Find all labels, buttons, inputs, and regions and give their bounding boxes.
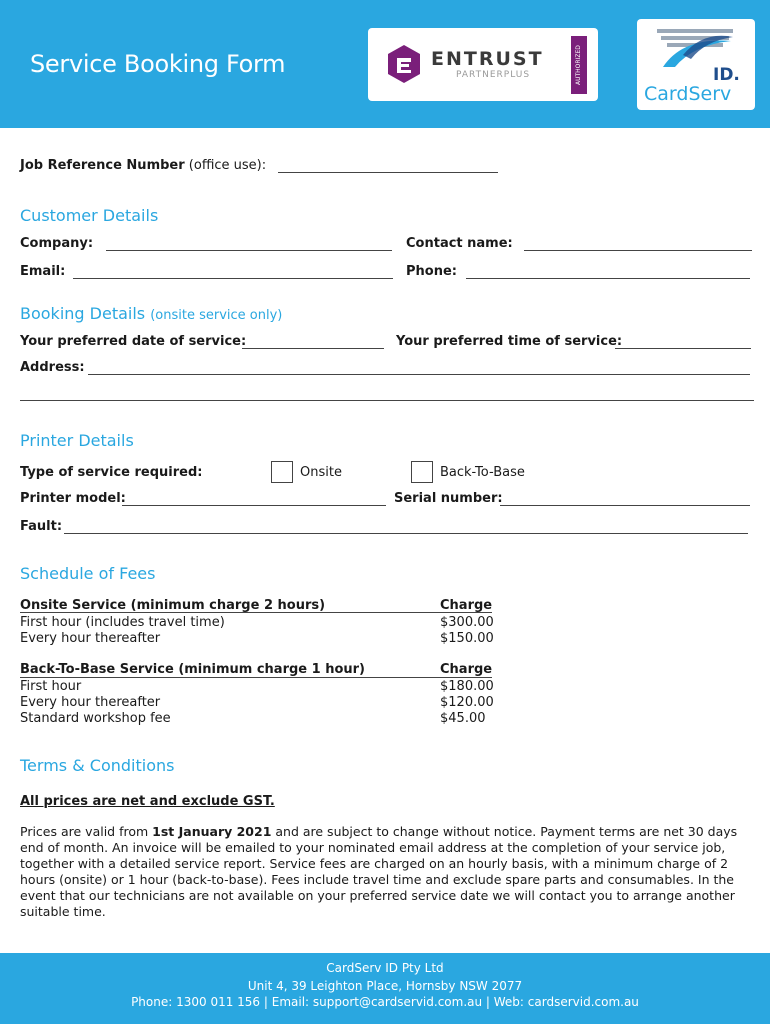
footer-company: CardServ ID Pty Ltd <box>326 961 444 975</box>
preferred-time-field[interactable] <box>615 348 751 349</box>
btb-fees-title: Back-To-Base Service (minimum charge 1 hour) <box>20 662 366 677</box>
fee-item: Every hour thereafter <box>20 695 161 710</box>
fault-field[interactable] <box>64 533 748 534</box>
preferred-date-field[interactable] <box>242 348 384 349</box>
onsite-fees-title: Onsite Service (minimum charge 2 hours) <box>20 598 326 613</box>
cardserv-id-mark: ID. <box>713 65 740 85</box>
footer-contact: Phone: 1300 011 156 | Email: support@cardservid.com.au | Web: cardservid.com.au <box>131 995 639 1009</box>
fee-item: Standard workshop fee <box>20 711 171 726</box>
address-field[interactable] <box>88 374 750 375</box>
printer-model-label: Printer model: <box>20 491 126 506</box>
terms-body: Prices are valid from 1st January 2021 and are subject to change without notice. Payment terms are net 30 days end of month. An invoice will be emailed to your nominated email address at the completion of your service job, together with a detailed service report. Service fees are charged on an hourly basis, with a minimum charge of 2 hours (onsite) or 1 hour (back-to-base). Fees include travel time and exclude spare parts and consumables. In the event that our technicians are not available on your preferred service date we will contact you to arrange another suitable time. <box>20 824 738 919</box>
cardserv-name: CardServ <box>644 83 732 105</box>
address-field-line-2[interactable] <box>20 400 754 401</box>
form-title: Service Booking Form <box>30 50 286 78</box>
phone-field[interactable] <box>466 278 750 279</box>
preferred-date-label: Your preferred date of service: <box>20 334 247 349</box>
email-field[interactable] <box>73 278 393 279</box>
serial-number-label: Serial number: <box>394 491 503 506</box>
fee-price: $150.00 <box>440 631 494 646</box>
footer-banner <box>0 953 770 1024</box>
fault-label: Fault: <box>20 519 63 534</box>
fee-price: $45.00 <box>440 711 486 726</box>
entrust-name: ENTRUST <box>431 48 544 70</box>
onsite-option-label: Onsite <box>300 465 342 480</box>
booking-details-heading: Booking Details (onsite service only) <box>20 304 283 323</box>
printer-details-heading: Printer Details <box>20 431 134 450</box>
fee-item: Every hour thereafter <box>20 631 161 646</box>
footer-address: Unit 4, 39 Leighton Place, Hornsby NSW 2077 <box>247 979 523 993</box>
contact-name-label: Contact name: <box>406 236 513 251</box>
customer-details-heading: Customer Details <box>20 206 159 225</box>
back-to-base-checkbox[interactable] <box>411 461 433 483</box>
onsite-fees-rule <box>20 612 492 613</box>
onsite-charge-header: Charge <box>440 598 493 613</box>
fee-item: First hour <box>20 679 82 694</box>
fee-price: $300.00 <box>440 615 494 630</box>
company-label: Company: <box>20 236 94 251</box>
cardserv-logo <box>637 19 755 110</box>
entrust-authorized-badge: AUTHORIZED <box>571 36 587 94</box>
fee-item: First hour (includes travel time) <box>20 615 225 630</box>
phone-label: Phone: <box>406 264 457 279</box>
service-type-label: Type of service required: <box>20 465 203 480</box>
entrust-hexagon-icon <box>386 44 422 84</box>
address-label: Address: <box>20 360 85 375</box>
printer-model-field[interactable] <box>122 505 386 506</box>
schedule-of-fees-heading: Schedule of Fees <box>20 564 156 583</box>
fee-price: $120.00 <box>440 695 494 710</box>
job-reference-label: Job Reference Number (office use): <box>20 158 267 173</box>
back-to-base-option-label: Back-To-Base <box>440 465 525 480</box>
email-label: Email: <box>20 264 66 279</box>
gst-note: All prices are net and exclude GST. <box>20 794 275 809</box>
entrust-logo <box>368 28 598 101</box>
serial-number-field[interactable] <box>500 505 750 506</box>
header-banner <box>0 0 770 128</box>
preferred-time-label: Your preferred time of service: <box>396 334 623 349</box>
company-field[interactable] <box>106 250 392 251</box>
job-reference-field[interactable] <box>278 172 498 173</box>
btb-fees-rule <box>20 677 492 678</box>
contact-name-field[interactable] <box>524 250 752 251</box>
btb-charge-header: Charge <box>440 662 493 677</box>
terms-heading: Terms & Conditions <box>20 756 175 775</box>
onsite-checkbox[interactable] <box>271 461 293 483</box>
entrust-sub: PARTNERPLUS <box>456 70 531 80</box>
fee-price: $180.00 <box>440 679 494 694</box>
